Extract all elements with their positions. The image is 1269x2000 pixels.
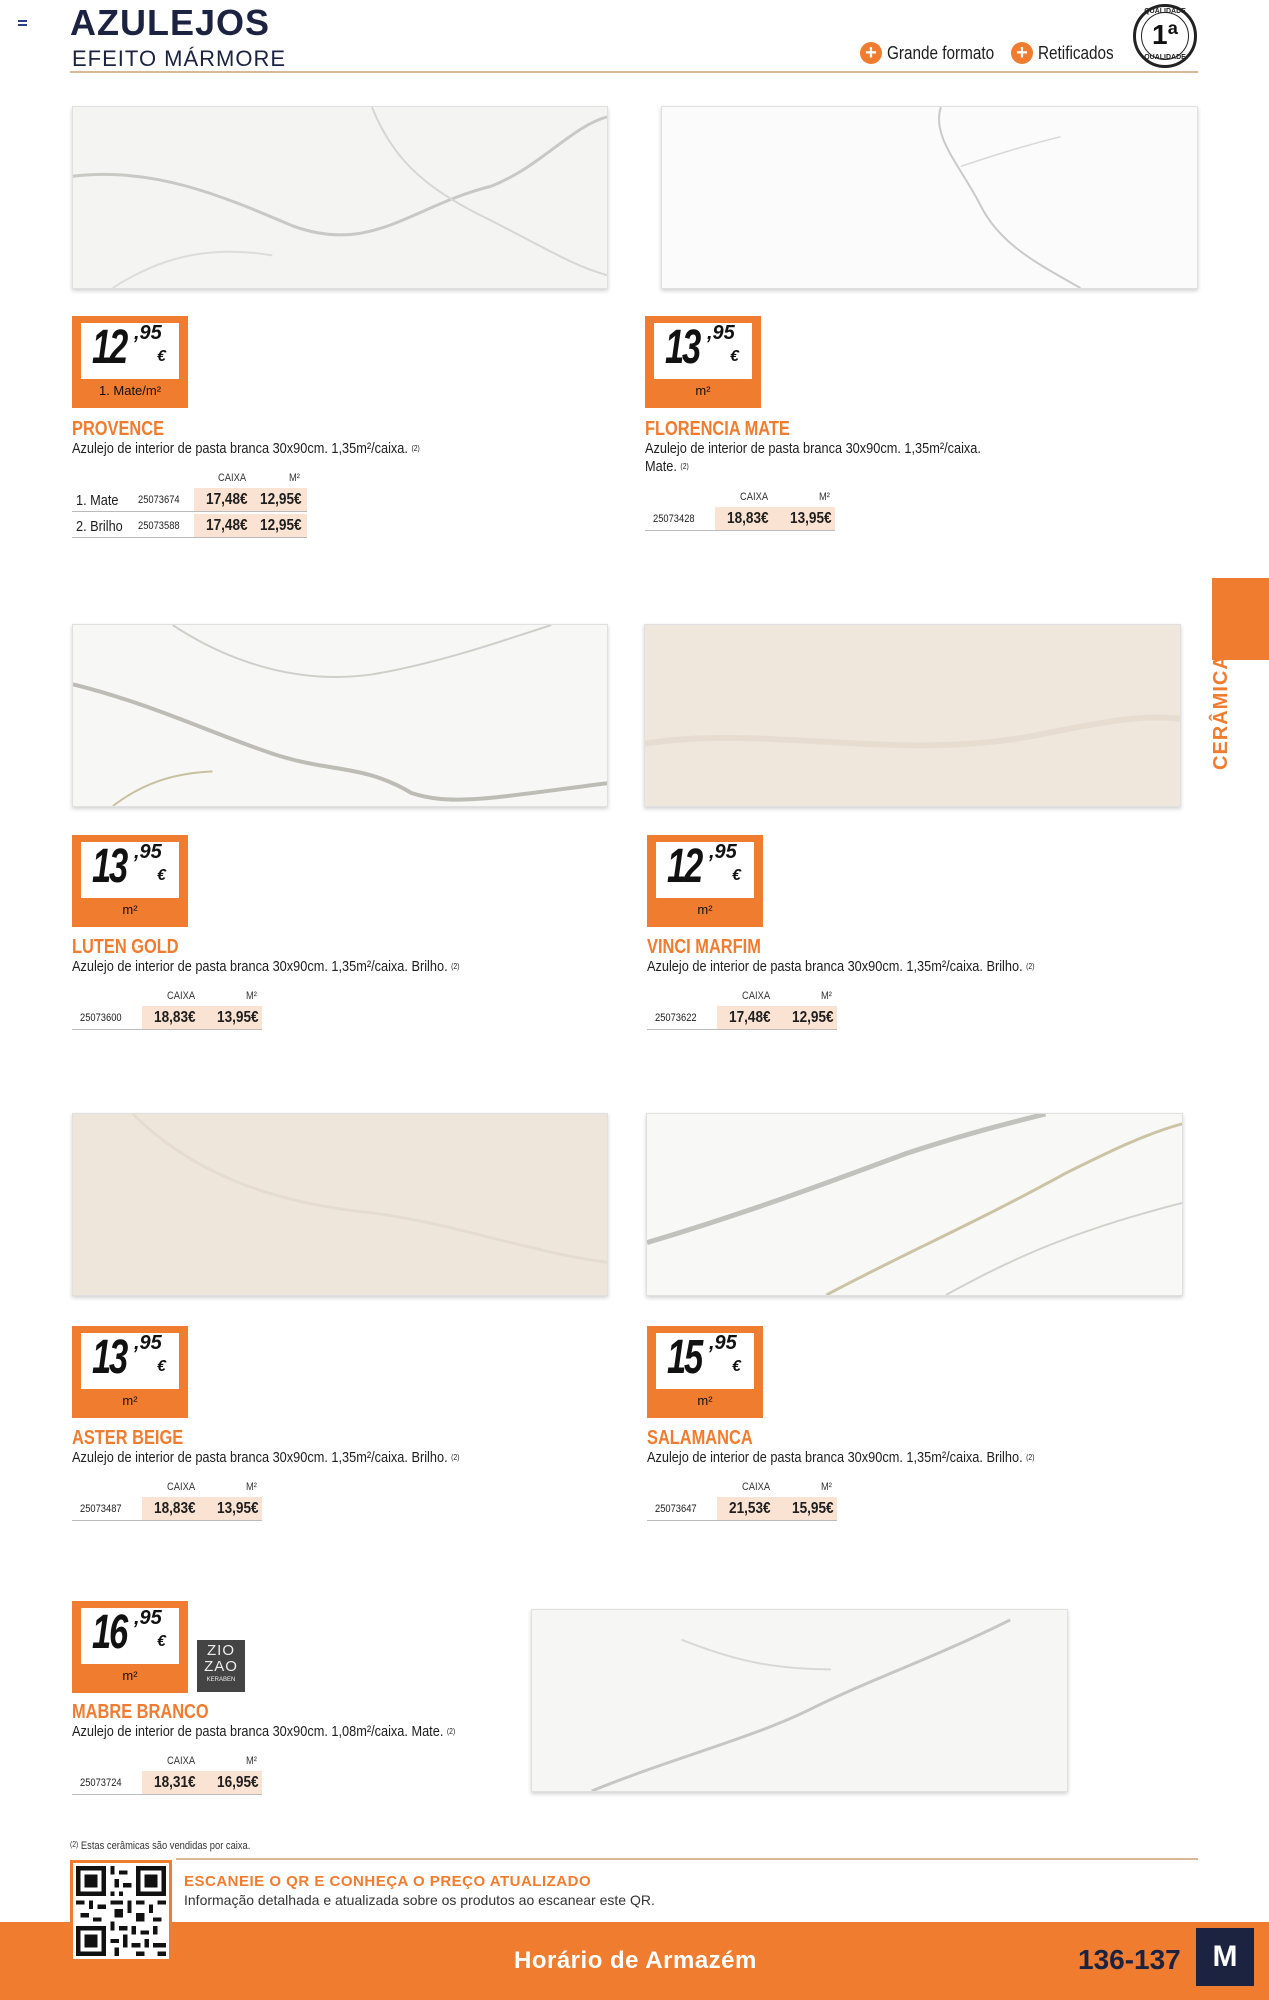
footnote-ref: (2) (446, 1727, 456, 1736)
footnote-ref: (2) (451, 962, 460, 971)
footnote-ref: (2) (451, 1453, 460, 1462)
price-m2: 13,95€ (217, 1009, 259, 1026)
brand-line2: ZAO (204, 1658, 238, 1675)
price-badge (645, 316, 761, 408)
product-name: MABRE BRANCO (72, 1701, 209, 1723)
table-row (647, 1497, 837, 1521)
column-header-caixa: CAIXA (167, 990, 196, 1002)
qr-description: Informação detalhada e atualizada sobre os produtos ao escanear este QR. (184, 1892, 655, 1908)
product-description (647, 958, 1034, 976)
qr-code-icon (76, 1866, 166, 1956)
price-caixa: 18,83€ (154, 1500, 196, 1517)
description-text-2: Mate. (645, 458, 677, 475)
column-header-m2: M² (246, 1481, 257, 1493)
brand-logo (197, 1640, 245, 1692)
table-row (72, 1771, 262, 1795)
column-header-m2: M² (289, 472, 300, 484)
price-badge (647, 1326, 763, 1418)
qr-title: ESCANEIE O QR E CONHEÇA O PREÇO ATUALIZADO (184, 1873, 592, 1890)
price-integer: 16 (92, 1606, 127, 1659)
price-m2: 13,95€ (790, 510, 832, 527)
page-subtitle: EFEITO MÁRMORE (72, 46, 287, 71)
qr-code[interactable] (70, 1860, 172, 1962)
seal-bottom-text: QUALIDADE (1144, 54, 1186, 61)
footnote-ref: (2) (1026, 1453, 1035, 1462)
product-description (72, 440, 420, 458)
product-name: VINCI MARFIM (647, 936, 761, 958)
tile-image-provence[interactable] (72, 106, 608, 289)
price-caixa: 18,83€ (154, 1009, 196, 1026)
plus-circle-icon: + (1011, 42, 1033, 64)
price-decimal: ,95 (709, 841, 737, 863)
section-tab[interactable] (1212, 578, 1269, 660)
product-name: SALAMANCA (647, 1427, 753, 1449)
price-badge (72, 316, 188, 408)
price-decimal: ,95 (134, 1607, 162, 1629)
price-caixa: 17,48€ (729, 1009, 771, 1026)
table-row (72, 1006, 262, 1030)
price-m2: 12,95€ (260, 517, 302, 534)
price-m2: 12,95€ (792, 1009, 834, 1026)
seal-top-text: QUALIDADE (1144, 8, 1186, 15)
product-name: FLORENCIA MATE (645, 418, 790, 440)
column-header-caixa: CAIXA (742, 990, 771, 1002)
feature-label: Retificados (1038, 42, 1114, 63)
price-integer: 13 (92, 1331, 127, 1384)
marble-texture (645, 625, 1180, 806)
price-decimal: ,95 (134, 1332, 162, 1354)
tile-image-salamanca[interactable] (646, 1113, 1183, 1296)
marble-texture (662, 107, 1197, 288)
price-integer: 13 (665, 321, 700, 374)
description-text: Azulejo de interior de pasta branca 30x90cm. 1,35m²/caixa. Brilho. (72, 958, 448, 975)
column-header-caixa: CAIXA (740, 491, 769, 503)
corner-mark (18, 20, 27, 26)
price-caixa: 17,48€ (206, 491, 248, 508)
product-description (645, 440, 981, 476)
feature-retificados (1011, 42, 1127, 64)
product-description (72, 1723, 455, 1741)
warehouse-hours-link[interactable]: Horário de Armazém (514, 1947, 757, 1974)
footnote (70, 1840, 250, 1852)
price-unit: 1. Mate/m² (98, 383, 162, 398)
product-ref: 25073600 (80, 1012, 122, 1024)
price-m2: 13,95€ (217, 1500, 259, 1517)
price-caixa: 17,48€ (206, 517, 248, 534)
table-row (645, 507, 835, 531)
product-name: LUTEN GOLD (72, 936, 179, 958)
price-badge (72, 1601, 188, 1693)
price-m2: 12,95€ (260, 491, 302, 508)
price-currency: € (730, 348, 739, 365)
quality-seal (1133, 4, 1197, 68)
description-text: Azulejo de interior de pasta branca 30x90cm. 1,35m²/caixa. (645, 440, 981, 457)
description-text: Azulejo de interior de pasta branca 30x90cm. 1,08m²/caixa. Mate. (72, 1723, 444, 1740)
footnote-mark: (2) (70, 1840, 79, 1849)
price-currency: € (732, 867, 741, 884)
price-unit: m² (697, 1393, 713, 1408)
product-ref: 25073674 (138, 494, 180, 506)
product-description (647, 1449, 1034, 1467)
marble-texture (73, 625, 607, 806)
description-text: Azulejo de interior de pasta branca 30x90cm. 1,35m²/caixa. Brilho. (647, 1449, 1023, 1466)
section-tab-label: CERÂMICA (1210, 654, 1232, 770)
product-name: PROVENCE (72, 418, 165, 440)
variant-label: 2. Brilho (76, 518, 123, 535)
price-m2: 16,95€ (217, 1774, 259, 1791)
seal-main-text: 1ª (1152, 19, 1178, 50)
variant-label: 1. Mate (76, 492, 119, 509)
marble-texture (647, 1114, 1182, 1295)
price-decimal: ,95 (134, 841, 162, 863)
marble-texture (73, 1114, 607, 1295)
product-description (72, 1449, 459, 1467)
price-caixa: 21,53€ (729, 1500, 771, 1517)
column-header-caixa: CAIXA (167, 1755, 196, 1767)
column-header-m2: M² (821, 1481, 832, 1493)
table-row (72, 1497, 262, 1521)
footnote-ref: (2) (1026, 962, 1035, 971)
page-number: 136-137 (1078, 1944, 1181, 1975)
description-text: Azulejo de interior de pasta branca 30x90cm. 1,35m²/caixa. (72, 440, 408, 457)
footnote-text: Estas cerâmicas são vendidas por caixa. (80, 1840, 251, 1852)
price-badge (72, 1326, 188, 1418)
feature-grande-formato (860, 42, 1013, 64)
footer-divider (176, 1858, 1198, 1860)
column-header-caixa: CAIXA (167, 1481, 196, 1493)
description-text: Azulejo de interior de pasta branca 30x90cm. 1,35m²/caixa. Brilho. (647, 958, 1023, 975)
price-decimal: ,95 (134, 322, 162, 344)
product-ref: 25073622 (655, 1012, 697, 1024)
footnote-ref: (2) (411, 444, 420, 453)
price-integer: 15 (667, 1331, 702, 1384)
marble-texture (532, 1610, 1067, 1791)
price-currency: € (157, 1633, 166, 1650)
price-decimal: ,95 (707, 322, 735, 344)
price-badge (72, 835, 188, 927)
price-integer: 12 (667, 840, 702, 893)
brand-line1: ZIO (207, 1642, 235, 1659)
price-m2: 15,95€ (792, 1500, 834, 1517)
price-decimal: ,95 (709, 1332, 737, 1354)
product-ref: 25073487 (80, 1503, 122, 1515)
price-currency: € (732, 1358, 741, 1375)
column-header-m2: M² (819, 491, 830, 503)
brand-line3: KERABEN (206, 1677, 236, 1683)
tile-image-mabre-branco[interactable] (531, 1609, 1068, 1792)
price-unit: m² (695, 383, 711, 398)
feature-label: Grande formato (887, 42, 995, 63)
price-currency: € (157, 1358, 166, 1375)
column-header-caixa: CAIXA (742, 1481, 771, 1493)
description-text: Azulejo de interior de pasta branca 30x90cm. 1,35m²/caixa. Brilho. (72, 1449, 448, 1466)
price-unit: m² (122, 1668, 138, 1683)
column-header-m2: M² (821, 990, 832, 1002)
price-caixa: 18,31€ (154, 1774, 196, 1791)
tile-image-aster-beige[interactable] (72, 1113, 608, 1296)
column-header-caixa: CAIXA (218, 472, 247, 484)
header-divider (70, 71, 1198, 73)
price-unit: m² (122, 902, 138, 917)
table-row (647, 1006, 837, 1030)
tile-image-vinci-marfim[interactable] (644, 624, 1181, 807)
table-row (72, 488, 307, 512)
product-ref: 25073647 (655, 1503, 697, 1515)
product-ref: 25073588 (138, 520, 180, 532)
price-unit: m² (122, 1393, 138, 1408)
product-name: ASTER BEIGE (72, 1427, 184, 1449)
tile-image-luten-gold[interactable] (72, 624, 608, 807)
price-caixa: 18,83€ (727, 510, 769, 527)
plus-circle-icon: + (860, 42, 882, 64)
tile-image-florencia-mate[interactable] (661, 106, 1198, 289)
table-row (72, 514, 307, 538)
price-integer: 13 (92, 840, 127, 893)
price-currency: € (157, 867, 166, 884)
price-integer: 12 (92, 321, 127, 374)
store-logo: M (1196, 1928, 1254, 1986)
product-description (72, 958, 459, 976)
footnote-ref: (2) (680, 462, 689, 471)
price-unit: m² (697, 902, 713, 917)
product-ref: 25073428 (653, 513, 695, 525)
product-ref: 25073724 (80, 1777, 122, 1789)
price-currency: € (157, 348, 166, 365)
price-badge (647, 835, 763, 927)
marble-texture (73, 107, 607, 288)
page-title: AZULEJOS (70, 2, 271, 43)
column-header-m2: M² (246, 990, 257, 1002)
column-header-m2: M² (246, 1755, 257, 1767)
